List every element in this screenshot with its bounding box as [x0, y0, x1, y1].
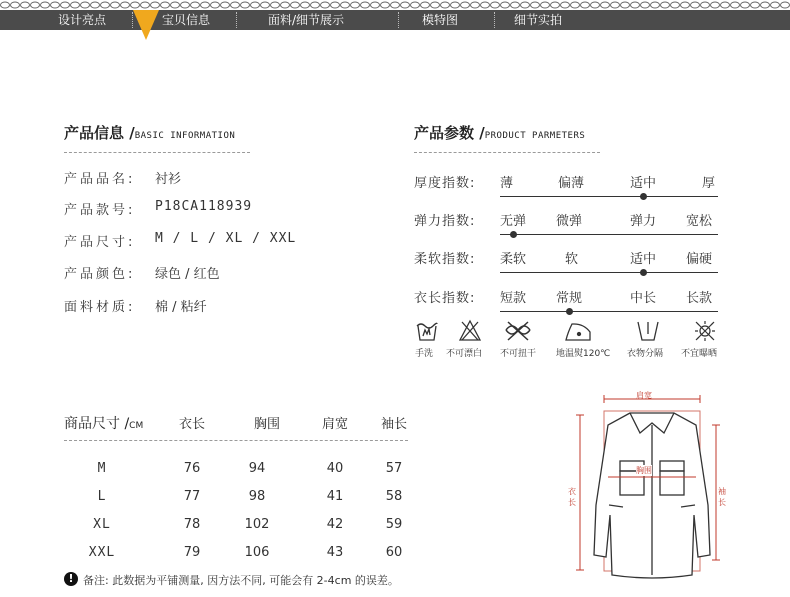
param-selected-dot: [640, 193, 647, 200]
divider: [64, 440, 408, 441]
size-label: M: [97, 461, 107, 476]
size-label: L: [97, 489, 107, 504]
param-label: 厚度指数:: [414, 176, 476, 191]
top-nav-bar: [0, 10, 790, 30]
no-bleach-icon: [460, 321, 480, 340]
nav-separator: [494, 12, 495, 28]
param-option: 厚: [702, 176, 716, 191]
wash-separately-icon: [638, 322, 658, 340]
size-table-unit: CM: [129, 421, 144, 431]
size-value: 79: [183, 545, 201, 560]
care-label: 不可漂白: [446, 349, 483, 359]
param-label: 柔软指数:: [414, 252, 476, 267]
param-option: 微弹: [556, 214, 583, 229]
param-option: 适中: [630, 176, 657, 191]
param-option: 软: [565, 252, 579, 267]
nav-model-photos[interactable]: 模特图: [422, 13, 459, 27]
basic-label-name: 产品品名:: [64, 172, 136, 187]
size-label: XL: [93, 517, 111, 532]
sleeve-label: 袖长: [718, 487, 726, 507]
care-icons: [414, 318, 734, 344]
size-table-title: [64, 413, 143, 433]
params-title: [414, 122, 585, 143]
basic-label-style-no: 产品款号:: [64, 203, 136, 218]
shirt-measurement-diagram: [560, 385, 750, 585]
param-option: 中长: [630, 291, 657, 306]
size-value: 40: [326, 461, 344, 476]
size-value: 42: [326, 517, 344, 532]
size-value: 58: [385, 489, 403, 504]
param-selected-dot: [640, 269, 647, 276]
size-header-chest: 胸围: [253, 417, 280, 432]
basic-value-style-no: P18CA118939: [155, 199, 253, 214]
size-header-length: 衣长: [178, 417, 205, 432]
param-option: 弹力: [630, 214, 657, 229]
params-title-en: PRODUCT PARMETERS: [484, 131, 586, 141]
no-sun-icon: [695, 321, 715, 341]
param-option: 宽松: [686, 214, 713, 229]
size-value: 57: [385, 461, 403, 476]
param-scale-line: [500, 272, 718, 273]
care-label: 不可扭干: [500, 349, 537, 359]
active-tab-marker: [133, 10, 159, 40]
param-selected-dot: [566, 308, 573, 315]
chest-label: 胸围: [636, 466, 652, 475]
nav-separator: [398, 12, 399, 28]
nav-product-info[interactable]: 宝贝信息: [162, 13, 211, 27]
param-option: 柔软: [500, 252, 527, 267]
divider: [64, 152, 250, 153]
low-iron-icon: [566, 324, 590, 340]
size-value: 43: [326, 545, 344, 560]
nav-separator: [236, 12, 237, 28]
param-label: 弹力指数:: [414, 214, 476, 229]
basic-info-title-cn: 产品信息 /: [64, 124, 135, 142]
size-value: 98: [248, 489, 266, 504]
shoulder-label: 肩宽: [636, 391, 652, 400]
care-label: 衣物分隔: [627, 349, 664, 359]
basic-info-title: [64, 122, 235, 143]
param-option: 薄: [500, 176, 514, 191]
nav-separator: [132, 12, 133, 28]
size-value: 77: [183, 489, 201, 504]
size-table-title-cn: 商品尺寸 /: [64, 416, 130, 432]
params-title-cn: 产品参数 /: [414, 124, 485, 142]
basic-info-title-en: BASIC INFORMATION: [134, 131, 236, 141]
divider: [414, 152, 600, 153]
param-scale-line: [500, 311, 718, 312]
size-value: 106: [244, 545, 270, 560]
basic-value-name: 衬衫: [155, 172, 182, 187]
basic-label-sizes: 产品尺寸:: [64, 235, 136, 250]
basic-value-material: 棉 / 粘纤: [155, 300, 207, 315]
param-option: 偏薄: [558, 176, 585, 191]
param-scale-line: [500, 196, 718, 197]
nav-design-highlights[interactable]: 设计亮点: [58, 13, 107, 27]
size-value: 60: [385, 545, 403, 560]
size-value: 94: [248, 461, 266, 476]
size-value: 76: [183, 461, 201, 476]
care-label: 不宜曝晒: [681, 349, 718, 359]
param-option: 短款: [500, 291, 527, 306]
param-label: 衣长指数:: [414, 291, 476, 306]
param-scale-line: [500, 234, 718, 235]
size-label: XXL: [88, 545, 116, 560]
param-option: 无弹: [500, 214, 527, 229]
length-label: 衣长: [568, 487, 576, 507]
size-header-sleeve: 袖长: [380, 417, 407, 432]
nav-detail-photos[interactable]: 细节实拍: [514, 13, 563, 27]
decorative-border: [0, 0, 790, 10]
param-option: 常规: [556, 291, 583, 306]
size-header-shoulder: 肩宽: [321, 417, 348, 432]
basic-label-colors: 产品颜色:: [64, 267, 136, 282]
no-wring-icon: [506, 322, 530, 340]
param-option: 适中: [630, 252, 657, 267]
care-label: 手洗: [415, 349, 434, 359]
hand-wash-icon: [417, 323, 437, 340]
param-option: 偏硬: [686, 252, 713, 267]
size-value: 78: [183, 517, 201, 532]
basic-value-colors: 绿色 / 红色: [155, 267, 220, 282]
basic-label-material: 面料材质:: [64, 300, 136, 315]
size-value: 102: [244, 517, 270, 532]
measurement-note: 备注: 此数据为平铺测量, 因方法不同, 可能会有 2-4cm 的误差。: [83, 574, 399, 587]
param-selected-dot: [510, 231, 517, 238]
care-label: 地温熨120℃: [556, 349, 611, 359]
nav-fabric-details[interactable]: 面料/细节展示: [268, 13, 345, 27]
basic-value-sizes: M / L / XL / XXL: [155, 231, 297, 246]
warning-icon: !: [64, 572, 78, 586]
shirt-outline: [594, 413, 710, 578]
size-value: 41: [326, 489, 344, 504]
size-value: 59: [385, 517, 403, 532]
param-option: 长款: [686, 291, 713, 306]
